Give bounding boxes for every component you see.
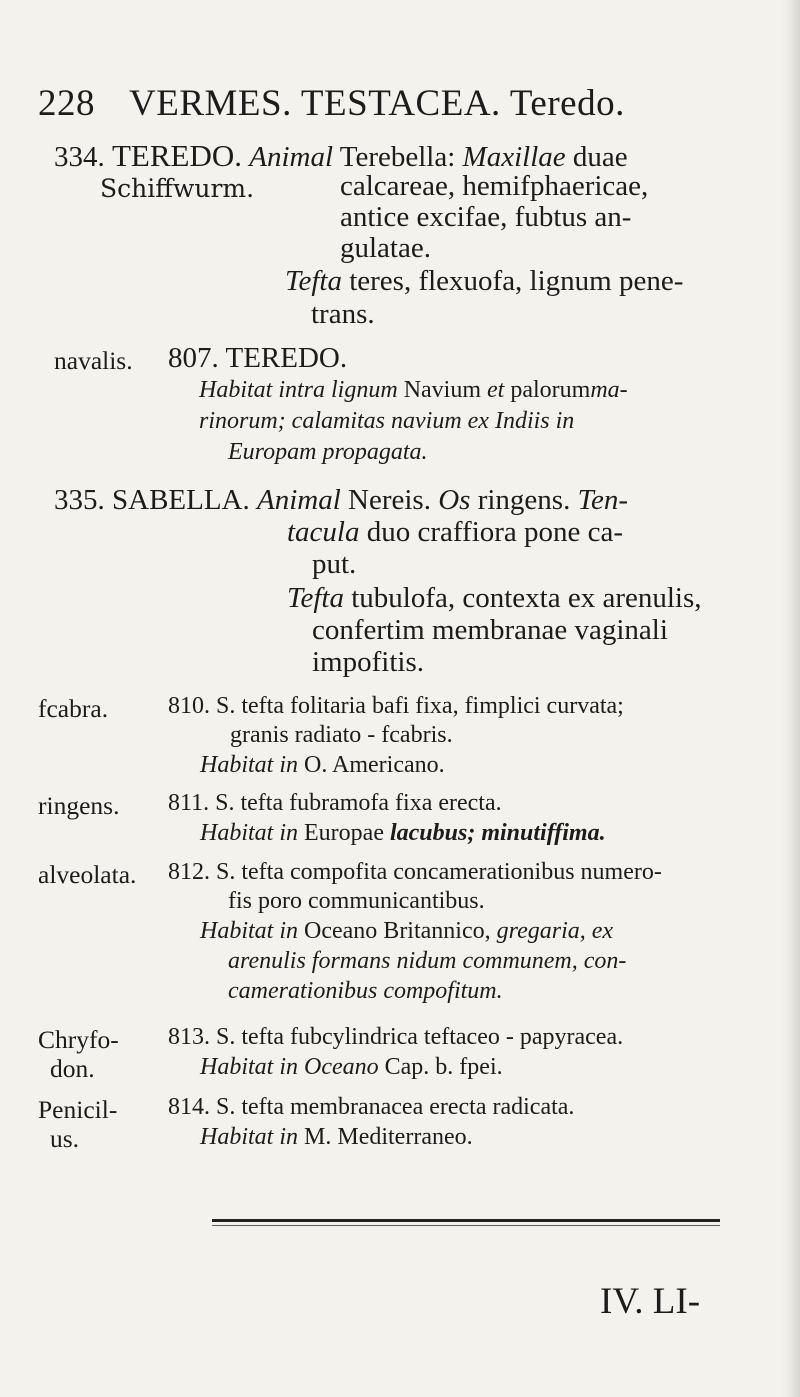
testa-text: teres, flexuofa, lignum pene- (349, 265, 684, 297)
species-812-habitat3: camerationibus compofitum. (228, 978, 503, 1004)
entry-334-line4: gulatae. (340, 232, 431, 264)
species-810-habitat: Habitat in O. Americano. (200, 752, 445, 778)
genus-name: TEREDO. (112, 138, 243, 173)
entry-335-line3: put. (312, 548, 357, 580)
species-812-line2: fis poro communicantibus. (228, 888, 485, 914)
os-text: ringens. (477, 484, 571, 516)
testa-text: tubulofa, contexta ex arenulis, (351, 582, 702, 614)
page-number: 228 (38, 83, 95, 124)
entry-334-line3: antice excifae, fubtus an- (340, 201, 632, 233)
animal-name: Terebella: (339, 141, 456, 173)
section-rule (212, 1219, 720, 1222)
entry-334-line6: trans. (311, 298, 375, 330)
entry-334-line1 (54, 138, 628, 174)
entry-number: 335. (54, 484, 105, 516)
species-811-habitat: Habitat in Europae lacubus; minutiffima. (200, 820, 606, 846)
entry-number: 334. (54, 141, 105, 173)
species-812-habitat: Habitat in Oceano Britannico, gregaria, ex (200, 918, 614, 944)
genus-name: SABELLA. (112, 484, 250, 516)
page-edge-shadow (782, 0, 800, 1397)
maxillae-label: Maxillae (462, 141, 566, 173)
running-header (38, 82, 625, 125)
trivial-chrysodon-cont: don. (50, 1054, 95, 1083)
entry-334-line2: calcareae, hemifphaericae, (340, 170, 649, 202)
trivial-chrysodon: Chryfo- (38, 1025, 119, 1054)
os-label: Os (438, 484, 471, 516)
species-813-habitat: Habitat in Oceano Cap. b. fpei. (200, 1054, 503, 1080)
entry-335-line5: confertim membranae vaginali (312, 614, 668, 646)
species-807-line1 (168, 342, 347, 375)
testa-label: Tefta (287, 582, 344, 614)
catchword: IV. LI- (600, 1281, 701, 1322)
german-name: Schiffwurm. (100, 174, 255, 203)
running-title-italic: Teredo. (509, 83, 625, 124)
species-814-habitat: Habitat in M. Mediterraneo. (200, 1124, 473, 1150)
species-810-line2: granis radiato - fcabris. (230, 722, 453, 748)
maxillae-text: duae (572, 141, 628, 173)
species-807-habitat1: Habitat intra lignum Navium et palorumma- (199, 377, 628, 403)
species-name: TEREDO. (225, 342, 348, 374)
species-813-line1: 813. S. tefta fubcylindrica teftaceo - papyracea. (168, 1024, 624, 1050)
trivial-navalis: navalis. (54, 346, 133, 375)
tentacula-label: Ten- (577, 484, 629, 516)
species-812-habitat2: arenulis formans nidum communem, con- (228, 948, 627, 974)
species-807-habitat2: rinorum; calamitas navium ex Indiis in (199, 408, 575, 434)
trivial-ringens: ringens. (38, 791, 120, 820)
testa-label: Tefta (285, 265, 342, 297)
trivial-alveolata: alveolata. (38, 860, 137, 889)
entry-335-line6: impofitis. (312, 646, 424, 678)
running-title: VERMES. TESTACEA. (129, 83, 501, 124)
section-rule-thin (212, 1225, 720, 1226)
species-number: 807. (168, 342, 219, 374)
entry-335-line1 (54, 484, 628, 517)
trivial-penicillus-cont: us. (50, 1124, 80, 1153)
trivial-scabra: fcabra. (38, 694, 109, 723)
trivial-penicillus: Penicil- (38, 1095, 118, 1124)
entry-335-line2: tacula duo craffiora pone ca- (287, 516, 624, 548)
entry-335-testa (287, 582, 702, 615)
animal-label: Animal (257, 484, 341, 516)
species-807-habitat3: Europam propagata. (228, 439, 428, 465)
animal-name: Nereis. (348, 484, 431, 516)
species-814-line1: 814. S. tefta membranacea erecta radicata. (168, 1094, 575, 1120)
animal-label: Animal (249, 141, 334, 173)
species-811-line1: 811. S. tefta fubramofa fixa erecta. (168, 790, 502, 816)
species-810-line1: 810. S. tefta folitaria bafi fixa, fimplici curvata; (168, 693, 624, 719)
species-812-line1: 812. S. tefta compofita concamerationibus numero- (168, 859, 662, 885)
entry-334-testa (285, 265, 683, 298)
